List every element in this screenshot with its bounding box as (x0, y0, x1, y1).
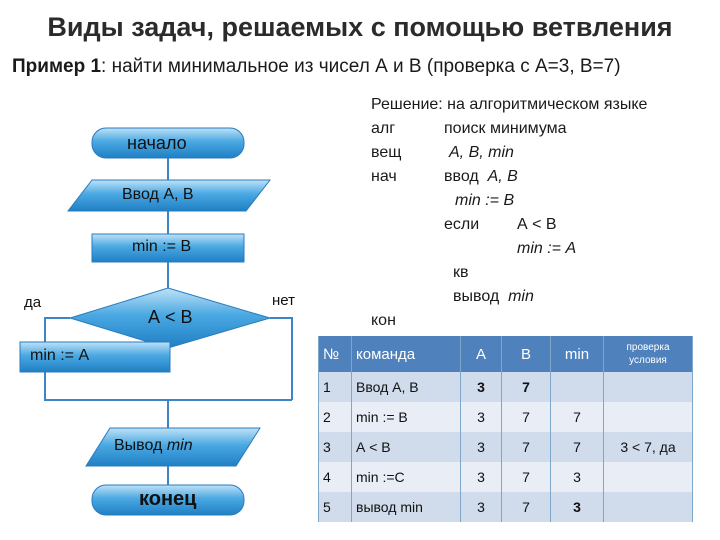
col-b: В (502, 336, 551, 372)
output-label: Вывод min (114, 437, 193, 454)
assign1-label: min := В (132, 238, 192, 255)
algorithm-heading: Решение: на алгоритмическом языке (371, 96, 648, 113)
col-command: команда (352, 336, 461, 372)
algo-kw-nach: нач (371, 168, 397, 185)
algo-kw-alg: алг (371, 120, 396, 137)
no-label: нет (272, 292, 295, 309)
table-row: 5 вывод min 3 7 3 (319, 492, 693, 522)
algo-output: вывод min (453, 288, 534, 305)
end-label: конец (139, 488, 197, 510)
table-row: 4 min :=С 3 7 3 (319, 462, 693, 492)
start-label: начало (127, 133, 187, 153)
algo-assign1: min := В (455, 192, 515, 209)
table-header-row (319, 336, 693, 372)
table-row: 2 min := В 3 7 7 (319, 402, 693, 432)
condition-label: А < В (148, 307, 193, 327)
trace-table (318, 336, 693, 522)
col-a: А (461, 336, 502, 372)
algo-input: ввод А, В (444, 168, 518, 185)
input-label: Ввод А, В (122, 186, 194, 203)
example-text: : найти минимальное из чисел А и В (проверка с А=3, В=7) (101, 56, 621, 77)
col-num: № (319, 336, 352, 372)
example-label: Пример 1 (12, 56, 102, 77)
algo-kw-vesch: вещ (371, 144, 402, 161)
table-row: 1 Ввод А, В 3 7 (319, 372, 693, 402)
algo-kw-kv: кв (453, 264, 469, 281)
table-row: 3 А < В 3 7 7 3 < 7, да (319, 432, 693, 462)
page-title: Виды задач, решаемых с помощью ветвления (47, 12, 673, 42)
yes-label: да (24, 294, 42, 311)
algo-kw-kon: кон (371, 312, 396, 329)
algo-condition: А < В (517, 216, 557, 233)
algo-assign2: min := А (517, 240, 577, 257)
algo-kw-esli: если (444, 216, 480, 233)
col-min: min (551, 336, 604, 372)
algo-vars: А, В, min (449, 144, 514, 161)
col-check: проверка условия (604, 336, 693, 372)
algo-name: поиск минимума (444, 120, 567, 137)
assign2-label: min := А (30, 347, 90, 364)
